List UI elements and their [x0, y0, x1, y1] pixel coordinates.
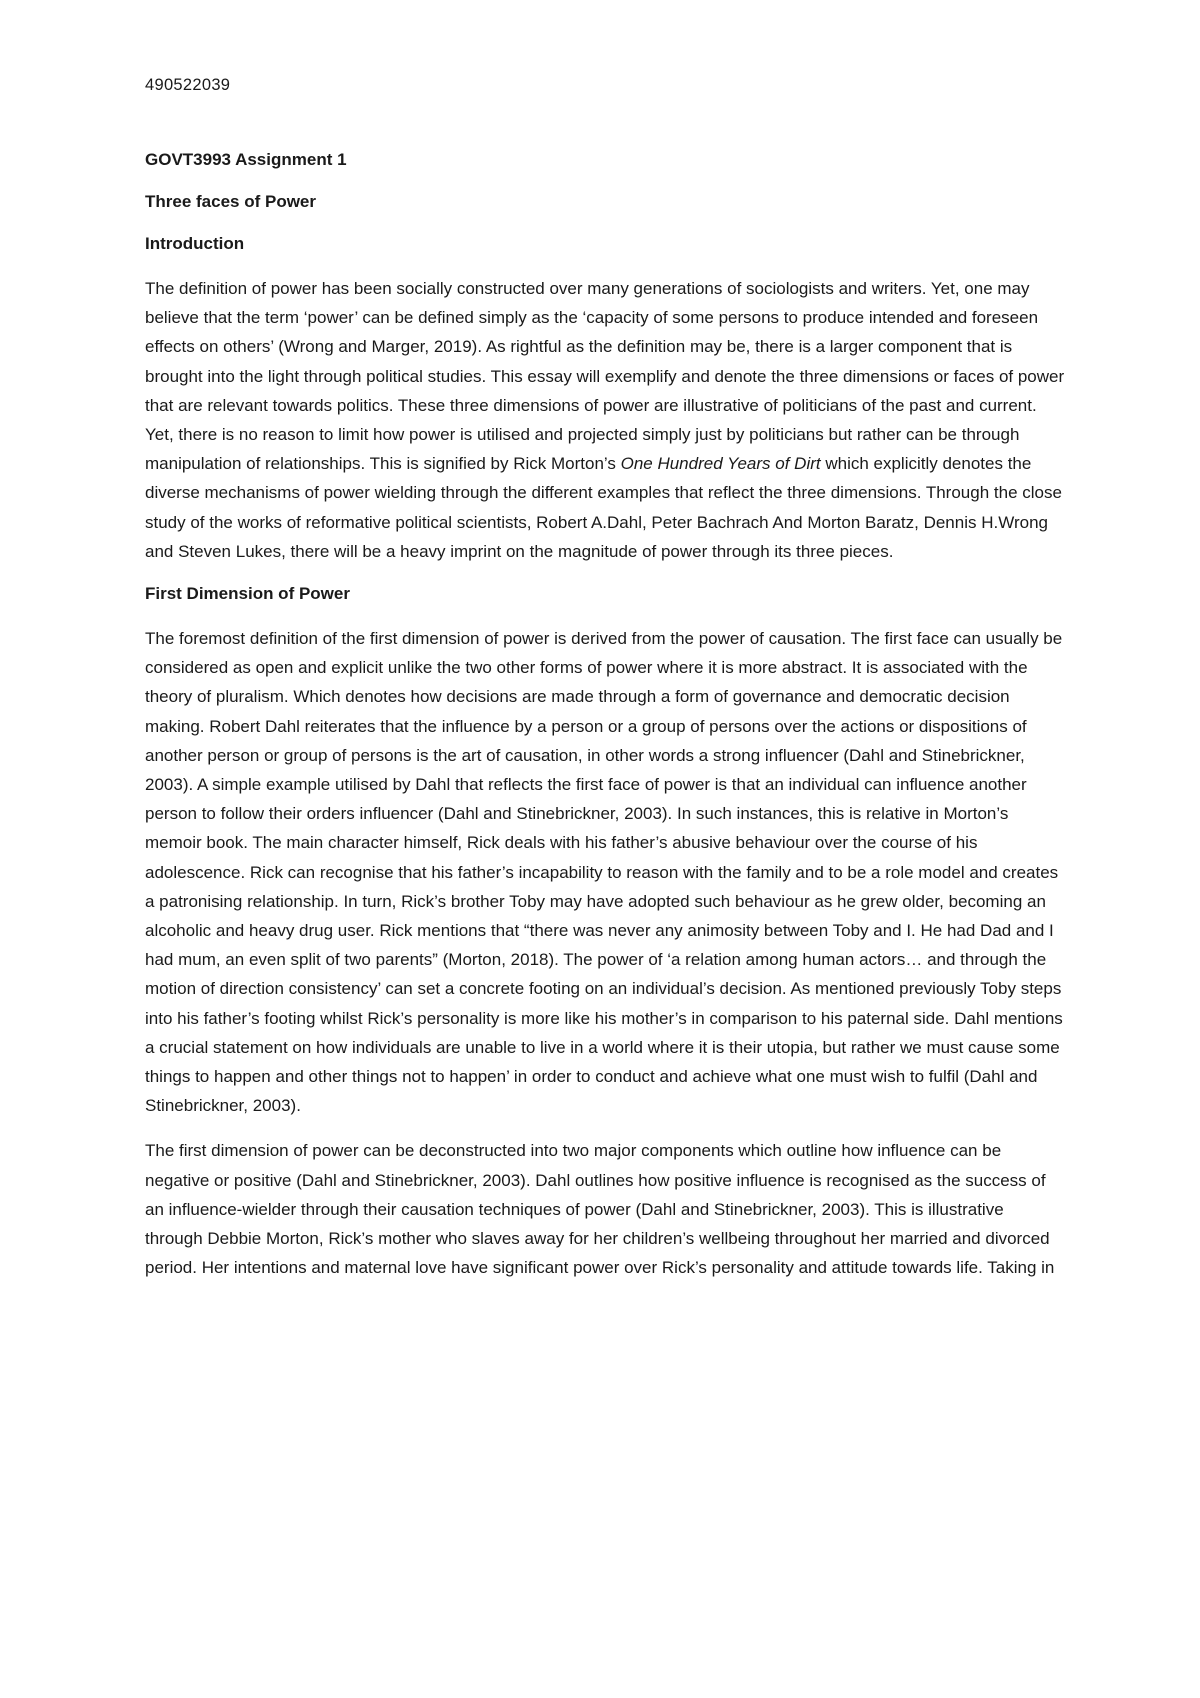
paragraph-text: The foremost definition of the first dimension of power is derived from the power of causation. The first face can usually be considered as open and explicit unlike the two other forms of power where it is more abstract. It is associated with the theory of pluralism. Which denotes how decisions are made through a form of governance and democratic decision making. Robert Dahl reiterates that the influence by a person or a group of persons over the actions or dispositions of another person or group of persons is the art of causation, in other words a strong influencer (Dahl and Stinebrickner, 2003). A simple example utilised by Dahl that reflects the first face of power is that an individual can influence another person to follow their orders influencer (Dahl and Stinebrickner, 2003). In such instances, this is relative in Morton’s memoir book. The main character himself, Rick deals with his father’s abusive behaviour over the course of his adolescence. Rick can recognise that his father’s incapability to reason with the family and to be a role model and creates a patronising relationship. In turn, Rick’s brother Toby may have adopted such behaviour as he grew older, becoming an alcoholic and heavy drug user. Rick mentions that “there was never any animosity between Toby and I. He had Dad and I had mum, an even split of two parents” (Morton, 2018). The power of ‘a relation among human actors… and through the motion of direction consistency’ can set a concrete footing on an individual’s decision. As mentioned previously Toby steps into his father’s footing whilst Rick’s personality is more like his mother’s in comparison to his paternal side. Dahl mentions a crucial statement on how individuals are unable to live in a world where it is their utopia, but rather we must cause some things to happen and other things not to happen’ in order to conduct and achieve what one must wish to fulfil (Dahl and Stinebrickner, 2003). [145, 629, 1063, 1116]
paragraph-introduction [145, 274, 1065, 566]
paragraph-first-dimension-1 [145, 624, 1065, 1120]
book-title: One Hundred Years of Dirt [620, 454, 821, 474]
paragraph-text: The first dimension of power can be deconstructed into two major components which outline how influence can be negative or positive (Dahl and Stinebrickner, 2003). Dahl outlines how positive influence is recognised as the success of an influence-wielder through their causation techniques of power (Dahl and Stinebrickner, 2003). This is illustrative through Debbie Morton, Rick’s mother who slaves away for her children’s wellbeing throughout her married and divorced period. Her intentions and maternal love have significant power over Rick’s personality and attitude towards life. Taking in [145, 1141, 1055, 1278]
section-heading-introduction: Introduction [145, 234, 245, 253]
document-page [145, 0, 1065, 1698]
student-id: 490522039 [145, 76, 231, 94]
document-title: GOVT3993 Assignment 1 [145, 150, 347, 169]
paragraph-text: The definition of power has been socially constructed over many generations of sociologists and writers. Yet, one may believe that the term ‘power’ can be defined simply as the ‘capacity of some persons to produce intended and foreseen effects on others’ (Wrong and Marger, 2019). As rightful as the definition may be, there is a larger component that is brought into the light through political studies. This essay will exemplify and denote the three dimensions or faces of power that are relevant towards politics. These three dimensions of power are illustrative of politicians of the past and current. Yet, there is no reason to limit how power is utilised and projected simply just by politicians but rather can be through manipulation of relationships. This is signified by Rick Morton’s [145, 279, 1065, 474]
document-body [145, 148, 1065, 1299]
document-subtitle: Three faces of Power [145, 192, 317, 211]
paragraph-text: which explicitly denotes the diverse mechanisms of power wielding through the different examples that reflect the three dimensions. Through the close study of the works of reformative political scientists, Robert A.Dahl, Peter Bachrach And Morton Baratz, Dennis H.Wrong and Steven Lukes, there will be a heavy imprint on the magnitude of power through its three pieces. [145, 454, 1062, 561]
section-heading-first-dimension: First Dimension of Power [145, 584, 350, 604]
paragraph-first-dimension-2 [145, 1136, 1065, 1282]
